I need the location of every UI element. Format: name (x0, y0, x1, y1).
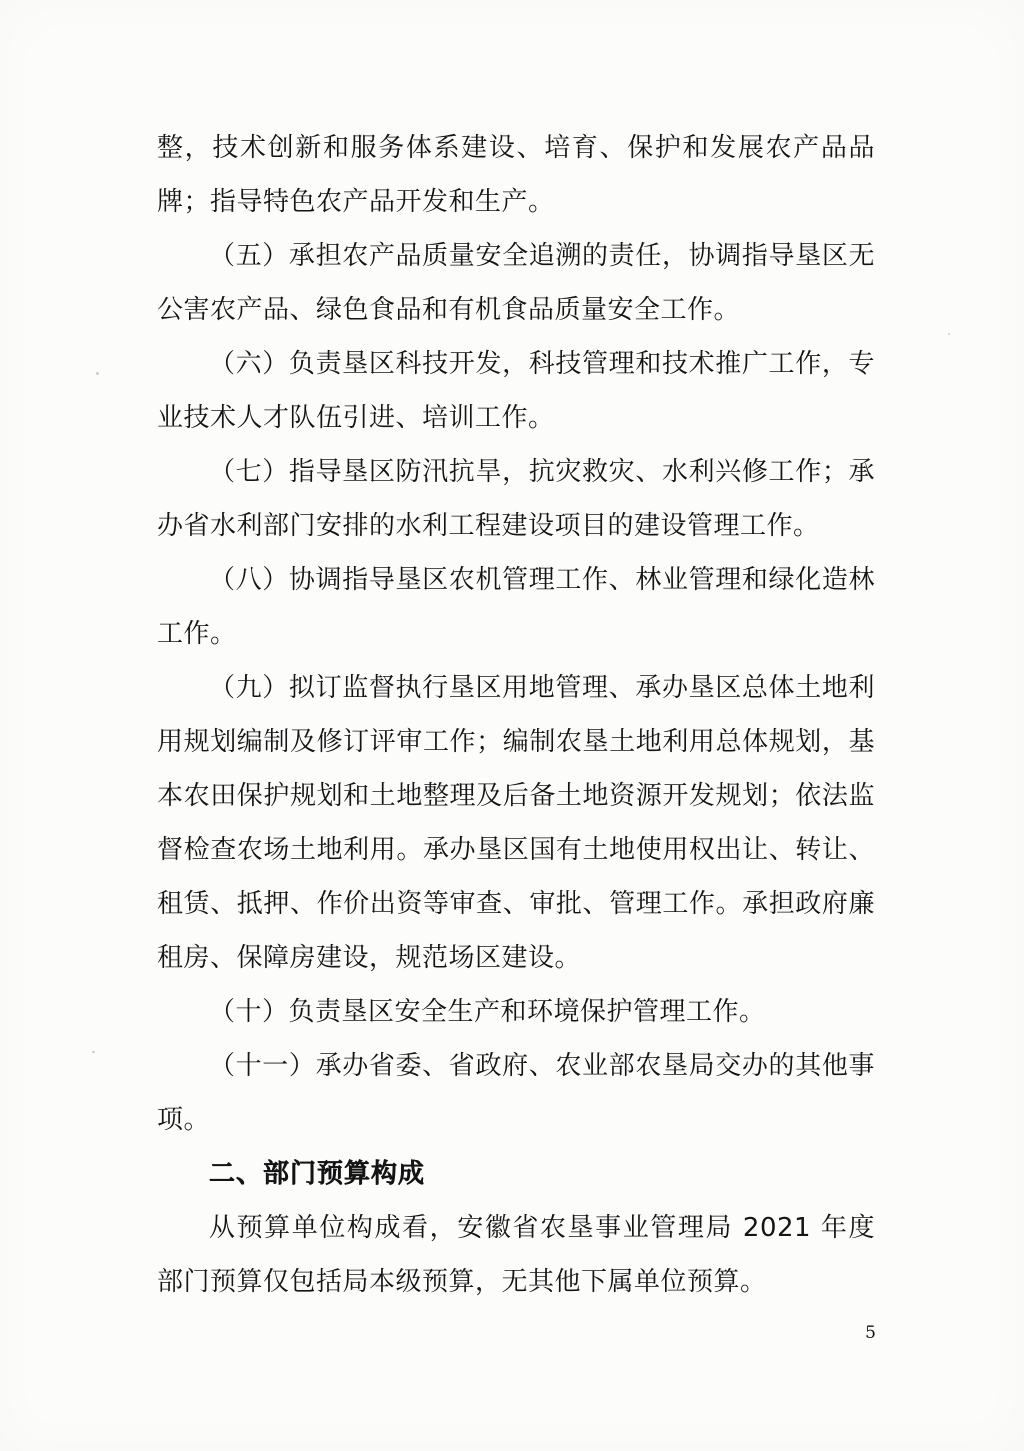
body-paragraph-item-7: （七）指导垦区防汛抗旱，抗灾救灾、水利兴修工作；承办省水利部门安排的水利工程建设项目的建设管理工作。 (157, 457, 875, 541)
body-paragraph-item-6: （六）负责垦区科技开发，科技管理和技术推广工作，专业技术人才队伍引进、培训工作。 (157, 349, 875, 433)
body-paragraph-budget-units: 从预算单位构成看，安徽省农垦事业管理局 2021 年度部门预算仅包括局本级预算，无其他下属单位预算。 (157, 1213, 875, 1297)
body-paragraph-continuation: 整，技术创新和服务体系建设、培育、保护和发展农产品品牌；指导特色农产品开发和生产。 (157, 133, 875, 217)
document-body (157, 121, 875, 1309)
body-paragraph-item-5: （五）承担农产品质量安全追溯的责任，协调指导垦区无公害农产品、绿色食品和有机食品质量安全工作。 (157, 241, 875, 325)
body-paragraph-item-11: （十一）承办省委、省政府、农业部农垦局交办的其他事项。 (157, 1051, 875, 1135)
body-paragraph-item-9: （九）拟订监督执行垦区用地管理、承办垦区总体土地利用规划编制及修订评审工作；编制农垦土地利用总体规划，基本农田保护规划和土地整理及后备土地资源开发规划；依法监督检查农场土地利用。承办垦区国有土地使用权出让、转让、租赁、抵押、作价出资等审查、审批、管理工作。承担政府廉租房、保障房建设，规范场区建设。 (157, 673, 875, 973)
body-paragraph-item-8: （八）协调指导垦区农机管理工作、林业管理和绿化造林工作。 (157, 565, 875, 649)
page-number: 5 (865, 1323, 876, 1343)
section-heading-budget-composition: 二、部门预算构成 (209, 1159, 426, 1189)
scan-speck (948, 333, 950, 335)
scan-speck (92, 1051, 95, 1053)
body-paragraph-item-10: （十）负责垦区安全生产和环境保护管理工作。 (209, 997, 766, 1027)
scan-speck (96, 372, 99, 375)
